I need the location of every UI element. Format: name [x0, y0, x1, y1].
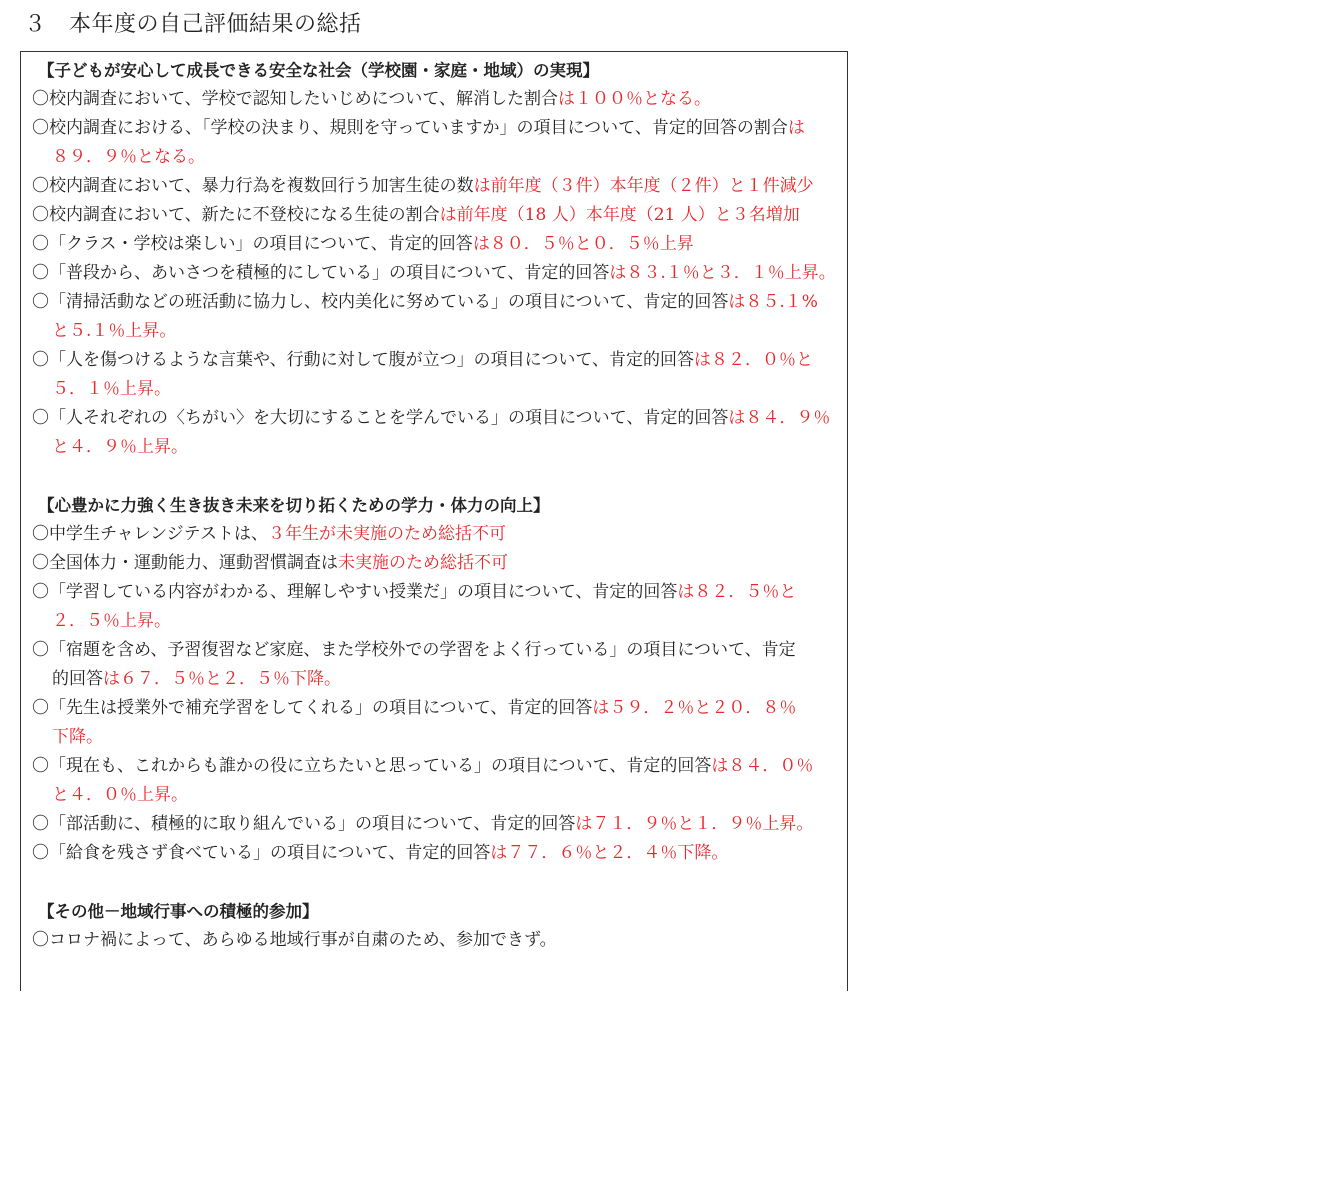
list-item	[32, 926, 848, 955]
section-title: 【心豊かに力強く生き抜き未来を切り拓くための学力・体力の向上】	[38, 496, 550, 515]
item-result: は８０．５％と０．５％上昇	[472, 234, 694, 254]
item-result: と４．０％上昇。	[52, 785, 188, 805]
page-heading: ３ 本年度の自己評価結果の総括	[24, 12, 362, 37]
item-text: 〇「清掃活動などの班活動に協力し、校内美化に努めている」の項目について、肯定的回答	[32, 292, 729, 312]
item-line	[32, 636, 848, 665]
item-result: ５．１％上昇。	[52, 379, 171, 399]
blank-line	[32, 462, 848, 491]
item-text: 〇「宿題を含め、予習復習など家庭、また学校外での学習をよく行っている」の項目について、肯定	[32, 640, 796, 660]
list-item	[32, 346, 848, 404]
item-result: ８９．９％となる。	[52, 147, 205, 167]
item-line	[32, 520, 848, 549]
item-line	[32, 723, 848, 752]
item-result: は８３.１％と３．１％上昇。	[609, 263, 836, 283]
item-result: は８２．５％と	[677, 582, 797, 602]
blank-line	[32, 868, 848, 897]
item-result: ３年生が未実施のため総括不可	[267, 524, 506, 544]
item-result: ２．５％上昇。	[52, 611, 171, 631]
list-item	[32, 114, 848, 172]
item-text: 〇校内調査において、学校で認知したいじめについて、解消した割合	[32, 89, 558, 109]
list-item	[32, 201, 848, 230]
item-result: は前年度（18 人）本年度（21 人）と３名増加	[439, 205, 800, 225]
item-result: は１００％となる。	[557, 89, 711, 109]
item-line	[32, 752, 848, 781]
section-items	[32, 926, 848, 955]
item-line	[32, 549, 848, 578]
item-line	[32, 665, 848, 694]
item-line	[32, 694, 848, 723]
item-text: 〇校内調査において、新たに不登校になる生徒の割合	[32, 205, 440, 225]
list-item	[32, 85, 848, 114]
list-item	[32, 288, 848, 346]
item-result: と４．９％上昇。	[52, 437, 188, 457]
item-text: 〇「部活動に、積極的に取り組んでいる」の項目について、肯定的回答	[32, 814, 576, 834]
item-result: は８４．９％	[728, 408, 831, 428]
item-text: 〇「人それぞれの〈ちがい〉を大切にすることを学んでいる」の項目について、肯定的回答	[32, 408, 729, 428]
section-items	[32, 520, 848, 868]
list-item	[32, 694, 848, 752]
item-line	[32, 143, 848, 172]
item-line	[32, 259, 848, 288]
item-text: 〇「人を傷つけるような言葉や、行動に対して腹が立つ」の項目について、肯定的回答	[32, 350, 694, 370]
list-item	[32, 404, 848, 462]
item-text: 〇校内調査における、「学校の決まり、規則を守っていますか」の項目について、肯定的回答の割合	[32, 118, 788, 138]
item-line	[32, 607, 848, 636]
list-item	[32, 520, 848, 549]
list-item	[32, 578, 848, 636]
summary-content	[32, 56, 848, 955]
item-line	[32, 404, 848, 433]
item-result: は７７．６％と２．４％下降。	[490, 843, 729, 863]
item-text: 〇「学習している内容がわかる、理解しやすい授業だ」の項目について、肯定的回答	[32, 582, 678, 602]
item-text: 〇「クラス・学校は楽しい」の項目について、肯定的回答	[32, 234, 473, 254]
section-title: 【子どもが安心して成長できる安全な社会（学校園・家庭・地域）の実現】	[38, 61, 599, 80]
item-result: は前年度（３件）本年度（２件）と１件減少	[473, 176, 814, 196]
list-item	[32, 636, 848, 694]
item-line	[32, 317, 848, 346]
list-item	[32, 172, 848, 201]
item-text: 的回答	[52, 669, 103, 689]
list-item	[32, 810, 848, 839]
list-item	[32, 549, 848, 578]
item-result: は５９．２％と２０．８％	[592, 698, 797, 718]
item-line	[32, 926, 848, 955]
section-title: 【その他－地域行事への積極的参加】	[38, 902, 319, 921]
item-text: 〇コロナ禍によって、あらゆる地域行事が自粛のため、参加できず。	[32, 930, 557, 950]
list-item	[32, 839, 848, 868]
item-text: 〇全国体力・運動能力、運動習慣調査は	[32, 553, 338, 573]
list-item	[32, 752, 848, 810]
item-line	[32, 839, 848, 868]
item-text: 〇校内調査において、暴力行為を複数回行う加害生徒の数	[32, 176, 474, 196]
item-text: 〇「先生は授業外で補充学習をしてくれる」の項目について、肯定的回答	[32, 698, 593, 718]
item-result: は８４．０％	[711, 756, 814, 776]
item-text: 〇「現在も、これからも誰かの役に立ちたいと思っている」の項目について、肯定的回答	[32, 756, 712, 776]
item-text: 〇中学生チャレンジテストは、	[32, 524, 268, 544]
item-result: は６７．５％と２．５％下降。	[103, 669, 341, 689]
item-line	[32, 346, 848, 375]
item-result: は	[787, 118, 805, 138]
item-line	[32, 230, 848, 259]
item-line	[32, 288, 848, 317]
item-result: 下降。	[52, 727, 103, 747]
item-result: と５.１％上昇。	[52, 321, 177, 341]
list-item	[32, 230, 848, 259]
item-text: 〇「給食を残さず食べている」の項目について、肯定的回答	[32, 843, 491, 863]
list-item	[32, 259, 848, 288]
item-line	[32, 201, 848, 230]
item-line	[32, 375, 848, 404]
item-line	[32, 433, 848, 462]
item-result: 未実施のため総括不可	[338, 553, 508, 573]
item-line	[32, 810, 848, 839]
item-result: は７１．９％と１．９％上昇。	[575, 814, 814, 834]
section-items	[32, 85, 848, 462]
item-line	[32, 172, 848, 201]
item-result: は８２．０％と	[693, 350, 813, 370]
item-line	[32, 114, 848, 143]
item-text: 〇「普段から、あいさつを積極的にしている」の項目について、肯定的回答	[32, 263, 610, 283]
item-line	[32, 578, 848, 607]
item-line	[32, 85, 848, 114]
item-line	[32, 781, 848, 810]
item-result: は８５.１%	[728, 292, 818, 312]
